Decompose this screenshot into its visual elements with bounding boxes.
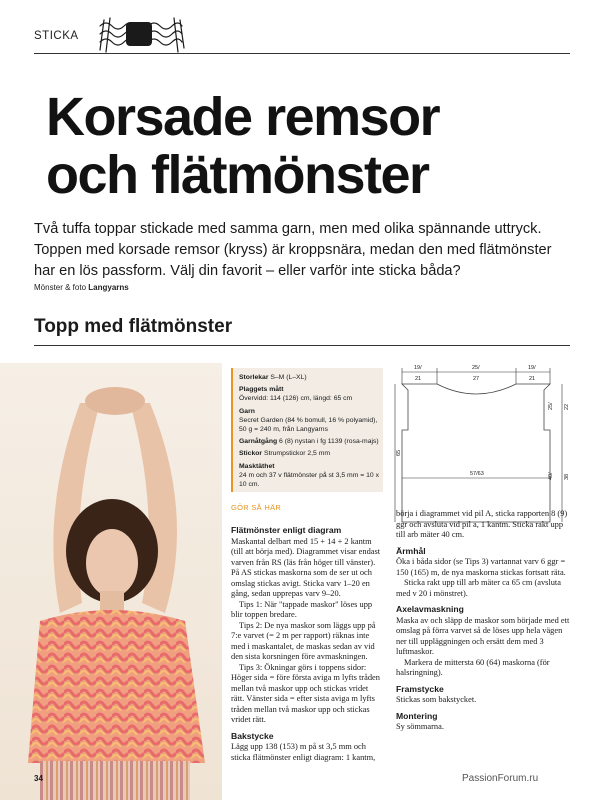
instructions-column-1 (231, 520, 381, 763)
lead-paragraph: Två tuffa toppar stickade med samma garn, men med olika spännande uttryck. Toppen med korsade remsor (kryss) är kroppsnära, medan den med flätmönster har en lös passform. Välj din favorit – eller varför inte sticka båda? (34, 221, 552, 279)
schematic-width: 57/63 (470, 471, 484, 477)
credit-name: Langyarns (88, 283, 129, 292)
page-number: 34 (34, 774, 43, 783)
howto-heading: GÖR SÅ HÄR (231, 503, 282, 512)
info-needles-value: Strumpstickor 2,5 mm (263, 450, 331, 458)
heading-back-piece: Bakstycke (231, 730, 274, 741)
garment-schematic (392, 360, 570, 530)
info-amount-label: Garnåtgång (239, 438, 278, 446)
schematic-right-top-b: 22 (564, 403, 570, 410)
instructions-column-2 (396, 509, 572, 733)
info-amount-value: 6 (8) nystan i fg 1139 (rosa-majs) (279, 438, 379, 446)
para-assembly: Sy sömmarna. (396, 722, 444, 731)
info-needles (239, 449, 383, 458)
section-label: STICKA (34, 30, 79, 42)
para-back-piece: Lägg upp 138 (153) m på st 3,5 mm och sticka flätmönster enligt diagram: 1 kantm, (231, 742, 376, 762)
para-shoulder-cont: Markera de mittersta 60 (64) maskorna (för halsringning). (396, 657, 550, 677)
pattern-divider (34, 345, 570, 346)
para-shoulder: Maska av och släpp de maskor som började med ett omslag på förra varvet så de löses upp hela vägen ner till uppläggningen och ersätt dem med 3 luftmaskor. (396, 615, 570, 656)
heading-armhole: Ärmhål (396, 545, 426, 556)
schematic-top-2c: 21 (529, 376, 536, 382)
heading-cable-pattern: Flätmönster enligt diagram (231, 525, 342, 535)
heading-assembly: Montering (396, 710, 438, 721)
schematic-top-1c: 19/ (528, 365, 536, 371)
para-cable-pattern: Maskantal delbart med 15 + 14 + 2 kantm (till att börja med). Diagrammet visar endast varven från RS (läs från höger till vänster). På AS stickas maskorna som de ser ut och omslag stickas avigt. Sticka varv 1–20 en gång, sedan upprepas varv 9–20. (231, 536, 381, 598)
schematic-right-top-a: 25/ (548, 402, 554, 410)
tip-1: Tips 1: När "tappade maskor" löses upp blir toppen bredare. (231, 599, 373, 619)
para-armhole: Öka i båda sidor (se Tips 3) vartannat varv 6 ggr = 150 (165) m, de nya maskorna stickas fortsatt räta. (396, 557, 566, 577)
info-sizes-value: S–M (L–XL) (270, 374, 307, 381)
schematic-top-1a: 19/ (414, 365, 422, 371)
schematic-right-bottom-a: 40/ (548, 472, 554, 480)
credit-prefix: Mönster & foto (34, 283, 87, 292)
tip-3: Tips 3: Ökningar görs i toppens sidor: Höger sida = före första aviga m lyfts tråden mellan två maskor upp och stickas vridet rätt. Vänster sida = efter sista aviga m lyfts tråden mellan två maskor upp och stickas vridet rätt. (231, 662, 380, 724)
heading-front: Framstycke (396, 683, 444, 694)
pattern-info-box (231, 368, 383, 492)
schematic-top-1b: 25/ (472, 365, 480, 371)
info-measurements-label: Plaggets mått (239, 386, 284, 394)
info-amount (239, 437, 383, 446)
model-photo (0, 363, 222, 800)
pattern-title: Topp med flätmönster (34, 316, 233, 337)
title-line-2: och flätmönster (46, 145, 429, 205)
watermark: PassionForum.ru (462, 773, 539, 784)
info-sizes (239, 373, 383, 382)
info-measurements-value: Övervidd: 114 (126) cm, längd: 65 cm (239, 395, 353, 403)
yarn-skein-icon (96, 14, 186, 54)
photo-credit (34, 283, 129, 292)
info-needles-label: Stickor (239, 450, 263, 458)
info-yarn-label: Garn (239, 407, 255, 415)
info-yarn (239, 407, 383, 435)
schematic-top-2a: 21 (415, 376, 422, 382)
schematic-left-length: 65 (396, 449, 402, 456)
para-back-cont: börja i diagrammet vid pil A, sticka rapporten 8 (9) ggr och avsluta vid pil a, 1 kantm. Sticka rakt upp till arb mäter 40 cm. (396, 509, 568, 539)
info-measurements (239, 385, 383, 403)
header-divider (34, 53, 570, 54)
heading-shoulder: Axelavmaskning (396, 604, 464, 614)
info-gauge-label: Masktäthet (239, 462, 275, 470)
schematic-right-bottom-b: 38 (564, 473, 570, 480)
info-gauge (239, 462, 383, 490)
schematic-top-2b: 27 (473, 376, 480, 382)
para-front: Stickas som bakstycket. (396, 695, 477, 704)
title-line-1: Korsade remsor (46, 87, 440, 147)
para-armhole-cont: Sticka rakt upp till arb mäter ca 65 cm (avsluta med v 20 i mönstret). (396, 578, 561, 598)
article-title (46, 88, 586, 204)
tip-2: Tips 2: De nya maskor som läggs upp på 7:e varvet (= 2 m per rapport) räknas inte med i maskantalet, de maskas sedan av vid den sista korsningen före avmaskningen. (231, 620, 376, 661)
info-gauge-value: 24 m och 37 v flätmönster på st 3,5 mm = 10 x 10 cm. (239, 471, 379, 489)
info-sizes-label: Storlekar (239, 374, 269, 381)
info-yarn-value: Secret Garden (84 % bomull, 16 % polyamid), 50 g = 240 m, från Langyarns (239, 416, 378, 434)
